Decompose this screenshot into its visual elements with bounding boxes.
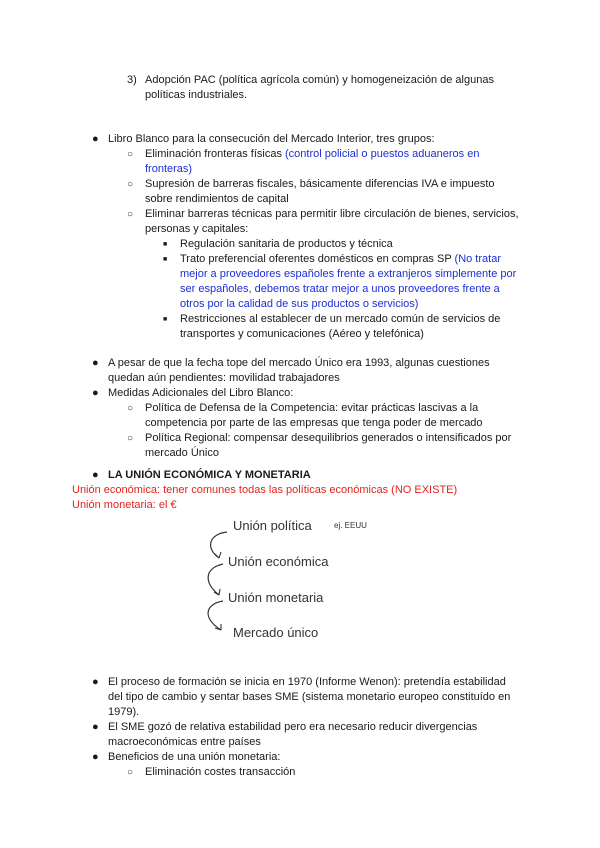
- text-line: Eliminar barreras técnicas para permitir libre circulación de bienes, servicios,: [145, 208, 519, 220]
- diagram-item: Mercado único: [233, 625, 319, 640]
- text-line: quedan aún pendientes: movilidad trabajadores: [108, 372, 340, 384]
- section-heading: LA UNIÓN ECONÓMICA Y MONETARIA: [108, 469, 311, 481]
- circle-bullet-icon: ○: [127, 433, 134, 444]
- text-line: Trato preferencial oferentes domésticos en compras SP (No tratar: [180, 253, 501, 265]
- bullet-icon: ●: [92, 387, 99, 399]
- text-line: Supresión de barreras fiscales, básicamente diferencias IVA e impuesto: [145, 178, 495, 190]
- text-line: Política de Defensa de la Competencia: evitar prácticas lascivas a la: [145, 402, 479, 414]
- text-line: Unión económica: tener comunes todas las políticas económicas (NO EXISTE): [72, 484, 458, 496]
- bullet-icon: ●: [92, 751, 99, 763]
- arrow-curve: [211, 532, 227, 558]
- text-line: mercado Único: [145, 447, 219, 459]
- text-line: Eliminación fronteras físicas (control policial o puestos aduaneros en: [145, 148, 480, 160]
- text-line: Medidas Adicionales del Libro Blanco:: [108, 387, 294, 399]
- text-line: macroeconómicas entre países: [108, 736, 261, 748]
- diagram-item: Unión política: [233, 518, 312, 533]
- bullet-icon: ●: [92, 133, 99, 145]
- circle-bullet-icon: ○: [127, 403, 134, 414]
- circle-bullet-icon: ○: [127, 209, 134, 220]
- bullet-icon: ●: [92, 357, 99, 369]
- circle-bullet-icon: ○: [127, 767, 134, 778]
- arrow-head: [215, 552, 221, 558]
- text-line: transportes y comunicaciones (Aéreo y telefónica): [180, 328, 424, 340]
- square-bullet-icon: ■: [163, 256, 168, 263]
- text-line: Política Regional: compensar desequilibrios generados o intensificados por: [145, 432, 512, 444]
- text-line: fronteras): [145, 163, 193, 175]
- circle-bullet-icon: ○: [127, 179, 134, 190]
- text-line: del tipo de cambio y sentar bases SME (sistema monetario europeo constituído en: [108, 691, 511, 703]
- text-line: Restricciones al establecer de un mercado común de servicios de: [180, 313, 501, 325]
- circle-bullet-icon: ○: [127, 149, 134, 160]
- arrow-curve: [208, 564, 223, 595]
- text-line: Beneficios de una unión monetaria:: [108, 751, 281, 763]
- text-line: El SME gozó de relativa estabilidad pero era necesario reducir divergencias: [108, 721, 478, 733]
- square-bullet-icon: ■: [163, 241, 168, 248]
- text-line: ser españoles, debemos tratar mejor a unos proveedores frente a: [180, 283, 500, 295]
- text-line: competencia por parte de las empresas que tenga poder de mercado: [145, 417, 483, 429]
- text-line: mejor a proveedores españoles frente a extranjeros simplemente por: [180, 268, 517, 280]
- square-bullet-icon: ■: [163, 316, 168, 323]
- text-line: Eliminación costes transacción: [145, 766, 296, 778]
- text-line: El proceso de formación se inicia en 1970 (Informe Wenon): pretendía estabilidad: [108, 676, 506, 688]
- diagram-note: ej. EEUU: [334, 521, 367, 530]
- text-line: Regulación sanitaria de productos y técnica: [180, 238, 393, 250]
- text-line: personas y capitales:: [145, 223, 249, 235]
- bullet-icon: ●: [92, 676, 99, 688]
- bullet-icon: ●: [92, 721, 99, 733]
- text-line: sobre rendimientos de capital: [145, 193, 289, 205]
- text-line: A pesar de que la fecha tope del mercado Único era 1993, algunas cuestiones: [108, 357, 490, 369]
- arrow-head: [214, 589, 220, 595]
- text-line: políticas industriales.: [145, 89, 248, 101]
- diagram-item: Unión monetaria: [228, 590, 324, 605]
- text-line: Libro Blanco para la consecución del Mercado Interior, tres grupos:: [108, 133, 435, 145]
- list-number: 3): [127, 74, 137, 86]
- text-line: otros por la calidad de sus productos o servicios): [180, 298, 419, 310]
- diagram-item: Unión económica: [228, 554, 329, 569]
- bullet-icon: ●: [92, 469, 99, 481]
- text-line: 1979).: [108, 706, 140, 718]
- text-line: Unión monetaria: el €: [72, 499, 177, 511]
- text-line: Adopción PAC (política agrícola común) y homogeneización de algunas: [145, 74, 494, 86]
